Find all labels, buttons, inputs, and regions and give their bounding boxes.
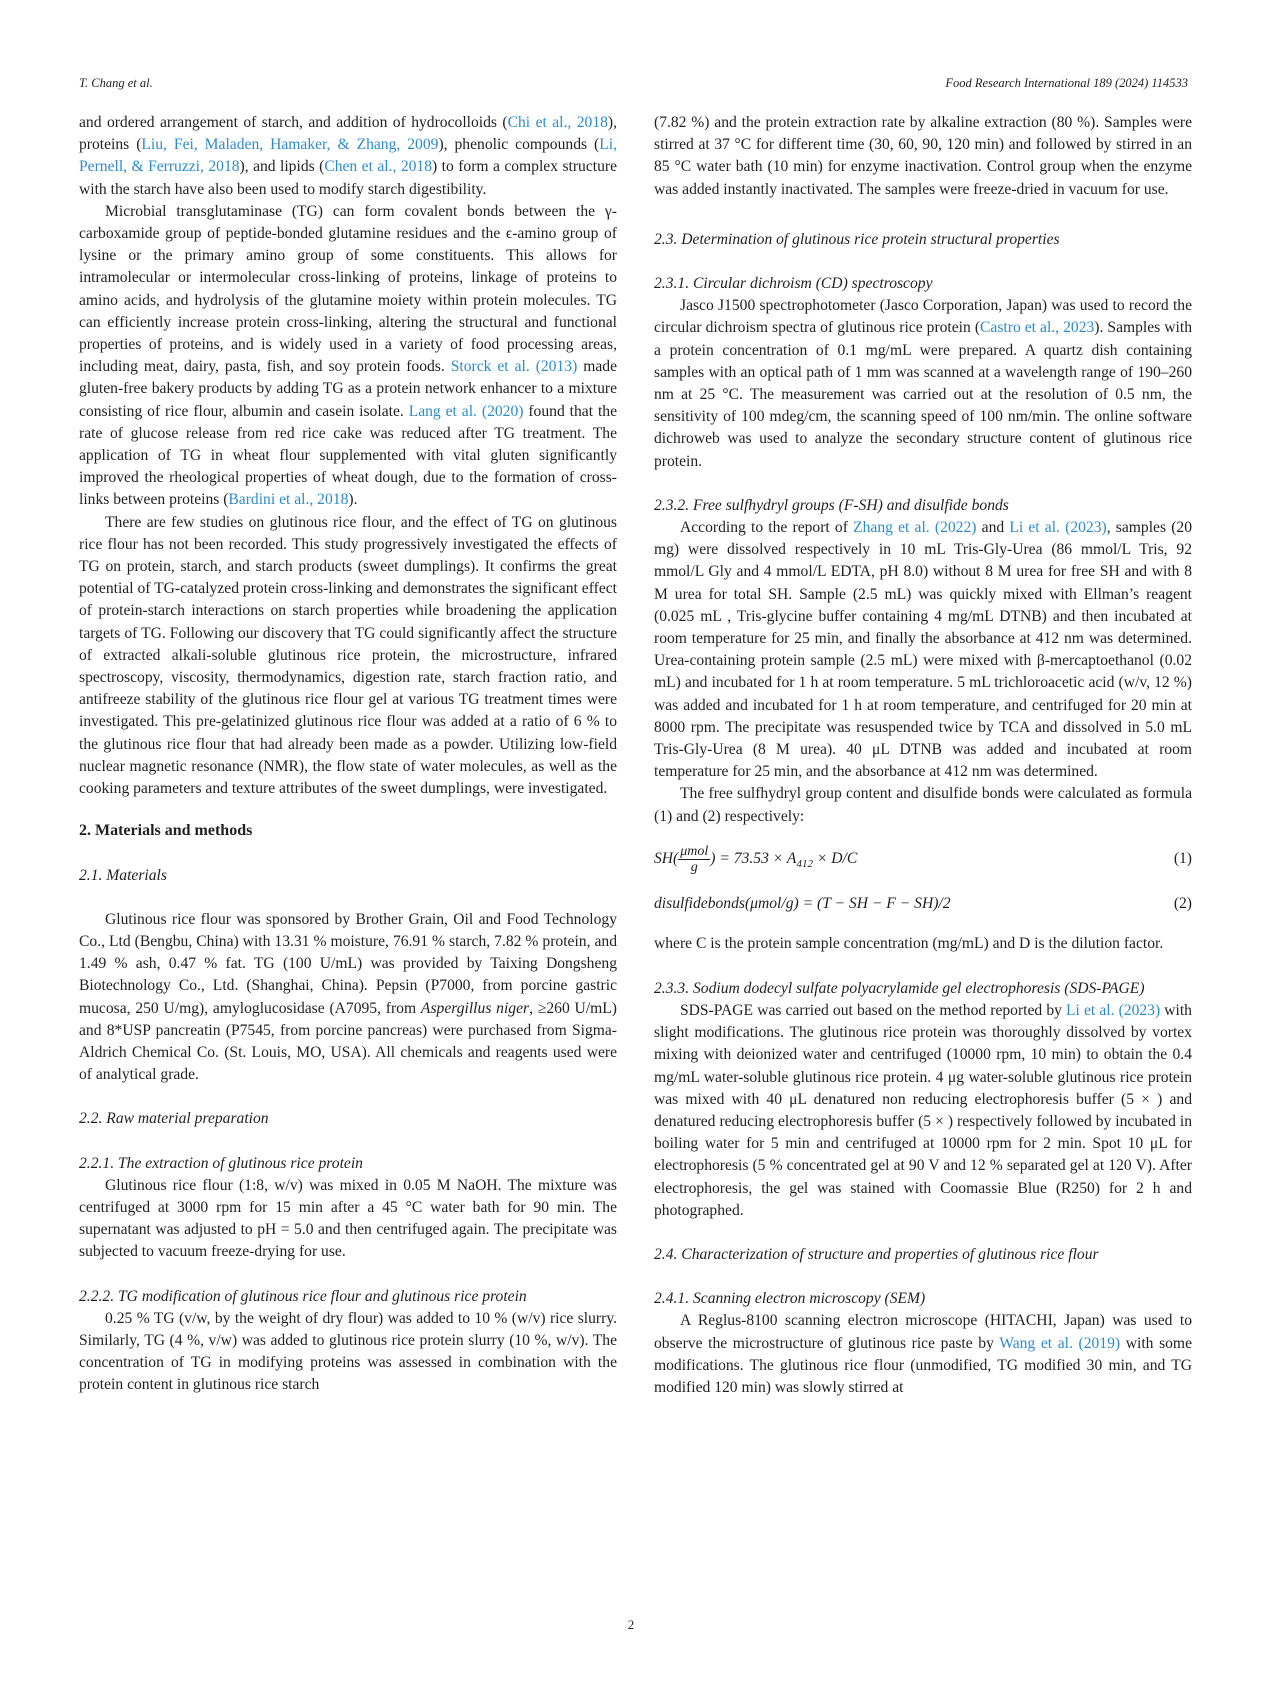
equation-2-label: (2) xyxy=(1173,895,1192,913)
extraction-paragraph: Glutinous rice flour (1:8, w/v) was mixed in 0.05 M NaOH. The mixture was centrifuged at 3000 rpm for 15 min after a 45 °C water bath for 90 min. The supernatant was adjusted to pH = 5.0 and then centrifuged again. The precipitate was subjected to vacuum freeze-drying for use. xyxy=(79,1176,617,1261)
citation-link[interactable]: Castro et al., 2023 xyxy=(980,319,1095,337)
formula-intro-paragraph: The free sulfhydryl group content and disulfide bonds were calculated as formula (1) and (2) respectively: xyxy=(654,785,1192,825)
sem-paragraph: A Reglus-8100 scanning electron microscope (HITACHI, Japan) was used to observe the microstructure of glutinous rice paste by Wang et al. (2019) with some modifications. The glutinous rice flour (unmodified, TG modified 30 min, and TG modified 120 min) was slowly stirred at xyxy=(654,1312,1192,1396)
subsection-heading-raw-material: 2.2. Raw material preparation xyxy=(79,1110,269,1128)
subsection-heading-protein-structure: 2.3. Determination of glutinous rice protein structural properties xyxy=(654,230,1060,248)
equation-1-label: (1) xyxy=(1173,850,1192,868)
subsubsection-heading-tg-modification: 2.2.2. TG modification of glutinous rice flour and glutinous rice protein xyxy=(79,1287,527,1305)
subsubsection-heading-sds-page: 2.3.3. Sodium dodecyl sulfate polyacrylamide gel electrophoresis (SDS-PAGE) xyxy=(654,979,1145,997)
intro-paragraph-1: and ordered arrangement of starch, and addition of hydrocolloids (Chi et al., 2018), proteins (Liu, Fei, Maladen, Hamaker, & Zhang, 2009), phenolic compounds (Li, Pernell, & Ferruzzi, 2018), and lipids (Chen et al., 2018) to form a complex structure with the starch have also been used to modify starch digestibility. xyxy=(79,114,618,198)
running-header-journal: Food Research International 189 (2024) 114533 xyxy=(945,76,1188,90)
equation-2-expression: disulfidebonds(μmol/g) = (T − SH − F − SH)/2 xyxy=(654,895,951,913)
page-number: 2 xyxy=(627,1617,635,1632)
subsection-heading-materials: 2.1. Materials xyxy=(79,866,167,884)
citation-link[interactable]: Wang et al. (2019) xyxy=(999,1334,1121,1352)
equation-explanation: where C is the protein sample concentration (mg/mL) and D is the dilution factor. xyxy=(654,935,1164,953)
citation-link[interactable]: Bardini et al., 2018 xyxy=(228,491,349,509)
citation-link[interactable]: Lang et al. (2020) xyxy=(408,402,524,420)
tg-modification-paragraph: 0.25 % TG (v/w, by the weight of dry flour) was added to 10 % (w/v) rice slurry. Similarly, TG (4 %, v/w) was added to glutinous rice protein slurry (10 %, w/v). The concentration of TG in modifying proteins was assessed in combination with the protein content in glutinous rice starch xyxy=(79,1309,617,1394)
section-heading-materials-methods: 2. Materials and methods xyxy=(79,822,253,840)
cd-paragraph: Jasco J1500 spectrophotometer (Jasco Corporation, Japan) was used to record the circular dichroism spectra of glutinous rice protein (Castro et al., 2023). Samples with a protein concentration of 0.1 mg/mL were prepared. A quartz dish containing samples with an optical path of 1 mm was scanned at a wavelength range of 190–260 nm at 25 °C. The measurement was carried out at the resolution of 0.5 nm, the sensitivity of 100 mdeg/cm, the scanning speed of 100 nm/min. The online software dichroweb was used to analyze the secondary structure content of glutinous rice protein. xyxy=(654,297,1192,470)
continued-paragraph: (7.82 %) and the protein extraction rate by alkaline extraction (80 %). Samples were stirred at 37 °C for different time (30, 60, 90, 120 min) and followed by stirred in an 85 °C water bath (10 min) for enzyme inactivation. Control group when the enzyme was added instantly inactivated. The samples were freeze-dried in vacuum for use. xyxy=(654,114,1192,198)
left-column xyxy=(79,112,617,1397)
subsection-heading-characterization: 2.4. Characterization of structure and properties of glutinous rice flour xyxy=(654,1245,1099,1263)
citation-link[interactable]: Li, Pernell, & Ferruzzi, 2018 xyxy=(79,136,617,176)
citation-link[interactable]: Li et al. (2023) xyxy=(1066,1001,1161,1019)
citation-link[interactable]: Liu, Fei, Maladen, Hamaker, & Zhang, 2009 xyxy=(141,136,439,154)
sds-page-paragraph: SDS-PAGE was carried out based on the method reported by Li et al. (2023) with slight modifications. The glutinous rice protein was thoroughly dissolved by vortex mixing with deionized water and centrifuged (10000 rpm, 10 min) to obtain the 0.4 mg/mL water-soluble glutinous rice protein. 4 μg water-soluble glutinous rice protein was mixed with 40 μL denatured non reducing electrophoresis buffer (5 × ) and denatured reducing electrophoresis buffer (5 × ) respectively followed by incubated in boiling water for 5 min and centrifuged at 10000 rpm for 2 min. Spot 10 μL for electrophoresis (5 % concentrated gel at 90 V and 12 % separated gel at 120 V). After electrophoresis, the gel was stained with Coomassie Blue (R250) for 2 h and photographed. xyxy=(654,1001,1192,1219)
sulfhydryl-paragraph: According to the report of Zhang et al. (2022) and Li et al. (2023), samples (20 mg) were dissolved respectively in 10 mL Tris-Gly-Urea (86 mmol/L Tris, 92 mmol/L Gly and 4 mmol/L EDTA, pH 8.0) without 8 M urea for free SH and with 8 M urea for total SH. Sample (2.5 mL) was quickly mixed with Ellman’s reagent (0.025 mL , Tris-glycine buffer containing 4 mg/mL DTNB) and then incubated at room temperature for 25 min, and finally the absorbance at 412 nm was determined. Urea-containing protein sample (2.5 mL) were mixed with β-mercaptoethanol (0.02 mL) and incubated for 1 h at room temperature. 5 mL trichloroacetic acid (w/v, 12 %) was added and incubated for 1 h at room temperature, and centrifuged for 20 min at 8000 rpm. The precipitate was resuspended twice by TCA and dissolved in 5.0 mL Tris-Gly-Urea (8 M urea). 40 μL DTNB was added and incubated at room temperature for 25 min, and the absorbance at 412 nm was determined. xyxy=(654,519,1192,781)
subsubsection-heading-sem: 2.4.1. Scanning electron microscopy (SEM) xyxy=(654,1290,926,1308)
citation-link[interactable]: Li et al. (2023) xyxy=(1009,519,1107,537)
citation-link[interactable]: Zhang et al. (2022) xyxy=(853,519,977,537)
right-column xyxy=(654,112,1192,1399)
equation-1 xyxy=(654,844,1192,875)
citation-link[interactable]: Chi et al., 2018 xyxy=(507,114,608,131)
subsubsection-heading-cd: 2.3.1. Circular dichroism (CD) spectroscopy xyxy=(654,275,933,293)
citation-link[interactable]: Storck et al. (2013) xyxy=(450,358,578,376)
subsubsection-heading-sulfhydryl: 2.3.2. Free sulfhydryl groups (F-SH) and disulfide bonds xyxy=(654,496,1009,514)
running-header-authors: T. Chang et al. xyxy=(79,76,153,90)
materials-paragraph: Glutinous rice flour was sponsored by Brother Grain, Oil and Food Technology Co., Ltd (Bengbu, China) with 13.31 % moisture, 76.91 % starch, 7.82 % protein, and 1.49 % ash, 0.47 % fat. TG (100 U/mL) was provided by Taixing Dongsheng Biotechnology Co., Ltd. (Shanghai, China). Pepsin (P7000, from porcine gastric mucosa, 250 U/mg), amyloglucosidase (A7095, from Aspergillus niger, ≥260 U/mL) and 8*USP pancreatin (P7545, from porcine pancreas) were purchased from Sigma-Aldrich Chemical Co. (St. Louis, MO, USA). All chemicals and reagents used were of analytical grade. xyxy=(79,910,617,1084)
citation-link[interactable]: Chen et al., 2018 xyxy=(324,158,433,176)
intro-paragraph-3: There are few studies on glutinous rice flour, and the effect of TG on glutinous rice flour has not been recorded. This study progressively investigated the effects of TG on protein, starch, and starch products (sweet dumplings). It confirms the great potential of TG-catalyzed protein cross-linking and demonstrates the significant effect of protein-starch interactions on starch properties while broadening the application targets of TG. Following our discovery that TG could significantly affect the structure of extracted alkali-soluble glutinous rice protein, the microstructure, infrared spectroscopy, viscosity, thermodynamics, digestion rate, starch fraction ratio, and antifreeze stability of the glutinous rice flour gel at various TG treatment times were investigated. This pre-gelatinized glutinous rice flour was added at a ratio of 6 % to the glutinous rice flour that had already been made as a powder. Utilizing low-field nuclear magnetic resonance (NMR), the flow state of water molecules, as well as the cooking parameters and texture attributes of the sweet dumplings, were investigated. xyxy=(79,513,617,798)
equation-2 xyxy=(654,893,1192,915)
subsubsection-heading-extraction: 2.2.1. The extraction of glutinous rice protein xyxy=(79,1154,363,1172)
equation-1-expression: SH( $\frac{\text{μmol}}{g}$ ) = $73.53 \times A_{412} \times D/C$ xyxy=(654,843,858,875)
intro-paragraph-2: Microbial transglutaminase (TG) can form covalent bonds between the γ- carboxamide group of peptide-bonded glutamine residues and the ϵ-amino group of lysine or the primary amino group of some constituents. This allows for intramolecular or intermolecular cross-linking of proteins, linkage of proteins to amino acids, and hydrolysis of the glutamine moiety within protein molecules. TG can efficiently increase protein cross-linking, altering the structural and functional properties of proteins, and is widely used in a variety of food processing areas, including meat, dairy, pasta, fish, and soy protein foods. Storck et al. (2013) made gluten-free bakery products by adding TG as a protein network enhancer to a mixture consisting of rice flour, albumin and casein isolate. Lang et al. (2020) found that the rate of glucose release from red rice cake was reduced after TG treatment. The application of TG in wheat flour supplemented with vital gluten significantly improved the rheological properties of wheat dough, due to the formation of cross-links between proteins (Bardini et al., 2018). xyxy=(79,202,618,509)
